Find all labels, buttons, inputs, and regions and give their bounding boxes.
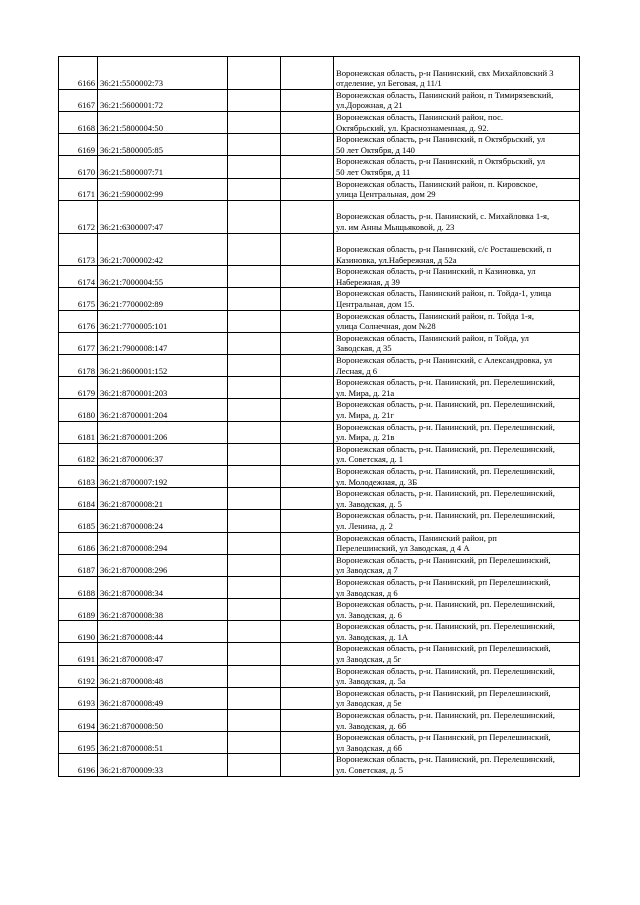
empty-cell xyxy=(228,200,281,233)
empty-cell xyxy=(281,399,334,421)
address-cell xyxy=(334,732,580,754)
cadastral-number: 36:21:8700008:296 xyxy=(98,554,228,576)
address-line: Центральная, дом 15. xyxy=(336,299,415,310)
address-line: Воронежская область, Панинский район, п. Кировское, xyxy=(336,178,538,189)
empty-cell xyxy=(281,488,334,510)
address-line: Воронежская область, р-н Панинский, с Александровка, ул xyxy=(336,355,553,366)
address-line: Воронежская область, р-н Панинский, рп Перелешинский, xyxy=(336,732,551,743)
address-line: Набережная, д 39 xyxy=(336,276,400,287)
address-line: ул. Молодежная, д. 3Б xyxy=(336,476,418,487)
table-row xyxy=(59,554,580,576)
table-row xyxy=(59,156,580,178)
table-row xyxy=(59,233,580,266)
empty-cell xyxy=(281,599,334,621)
empty-cell xyxy=(281,57,334,90)
cadastral-number: 36:21:8700001:206 xyxy=(98,421,228,443)
address-cell xyxy=(334,134,580,156)
address-line: Воронежская область, р-н. Панинский, рп. Перелешинский, xyxy=(336,621,555,632)
empty-cell xyxy=(228,488,281,510)
address-line: улица Центральная, дом 29 xyxy=(336,189,436,200)
address-cell xyxy=(334,288,580,310)
address-line: 50 лет Октября, д 11 xyxy=(336,166,411,177)
cadastral-number: 36:21:8700008:47 xyxy=(98,643,228,665)
empty-cell xyxy=(281,332,334,354)
cadastral-number: 36:21:6300007:47 xyxy=(98,200,228,233)
row-number: 6174 xyxy=(59,266,98,288)
cadastral-number: 36:21:8700008:49 xyxy=(98,687,228,709)
empty-cell xyxy=(281,754,334,776)
address-line: ул. Мира, д. 21а xyxy=(336,387,395,398)
address-cell xyxy=(334,643,580,665)
address-line: ул.Дорожная, д 21 xyxy=(336,100,403,111)
address-cell xyxy=(334,332,580,354)
table-row xyxy=(59,89,580,111)
address-line: Воронежская область, р-н Панинский, с/с Росташевский, п xyxy=(336,244,552,255)
address-cell xyxy=(334,599,580,621)
row-number: 6191 xyxy=(59,643,98,665)
empty-cell xyxy=(281,178,334,200)
address-line: ул. Мира, д. 21г xyxy=(336,410,394,420)
address-line: Воронежская область, р-н. Панинский, рп. Перелешинский, xyxy=(336,665,555,676)
row-number: 6188 xyxy=(59,576,98,598)
address-cell xyxy=(334,399,580,421)
row-number: 6167 xyxy=(59,89,98,111)
empty-cell xyxy=(228,310,281,332)
empty-cell xyxy=(281,377,334,399)
cadastral-number: 36:21:5600001:72 xyxy=(98,89,228,111)
address-line xyxy=(336,57,577,68)
address-line: Казиновка, ул.Набережная, д 52а xyxy=(336,254,457,265)
address-line: Перелешинский, ул Заводская, д 4 А xyxy=(336,543,470,554)
cadastral-number: 36:21:8700001:204 xyxy=(98,399,228,421)
empty-cell xyxy=(228,377,281,399)
empty-cell xyxy=(228,554,281,576)
address-line: ул. Советская, д. 5 xyxy=(336,765,404,775)
address-line: ул Заводская, д 5е xyxy=(336,698,402,709)
address-cell xyxy=(334,233,580,266)
row-number: 6179 xyxy=(59,377,98,399)
empty-cell xyxy=(228,687,281,709)
cadastral-number: 36:21:5800007:71 xyxy=(98,156,228,178)
address-line: 50 лет Октября, д 140 xyxy=(336,144,415,155)
address-line: Воронежская область, р-н Панинский, п Октябрьский, ул xyxy=(336,134,546,145)
empty-cell xyxy=(228,421,281,443)
address-line xyxy=(336,234,577,245)
empty-cell xyxy=(228,599,281,621)
empty-cell xyxy=(228,355,281,377)
row-number: 6190 xyxy=(59,621,98,643)
empty-cell xyxy=(228,266,281,288)
address-line: ул. Заводская, д. 6б xyxy=(336,720,407,731)
address-line: ул. Советская, д. 1 xyxy=(336,454,404,465)
cadastral-number: 36:21:7700005:101 xyxy=(98,310,228,332)
empty-cell xyxy=(281,532,334,554)
address-line: ул Заводская, д 6б xyxy=(336,742,403,753)
address-line: Воронежская область, р-н. Панинский, рп. Перелешинский, xyxy=(336,488,555,499)
table-row xyxy=(59,710,580,732)
cadastral-number: 36:21:8700008:51 xyxy=(98,732,228,754)
cadastral-number: 36:21:8700008:44 xyxy=(98,621,228,643)
address-cell xyxy=(334,443,580,465)
empty-cell xyxy=(228,288,281,310)
address-cell xyxy=(334,687,580,709)
empty-cell xyxy=(228,156,281,178)
table-row xyxy=(59,465,580,487)
row-number: 6171 xyxy=(59,178,98,200)
address-cell xyxy=(334,710,580,732)
row-number: 6182 xyxy=(59,443,98,465)
address-cell xyxy=(334,488,580,510)
address-line: Воронежская область, р-н Панинский, рп Перелешинский, xyxy=(336,576,551,587)
cadastral-number: 36:21:8700007:192 xyxy=(98,465,228,487)
address-line: Октябрьский, ул. Краснознаменная, д. 92. xyxy=(336,122,489,133)
empty-cell xyxy=(281,310,334,332)
address-cell xyxy=(334,554,580,576)
empty-cell xyxy=(281,621,334,643)
address-line: Воронежская область, р-н. Панинский, рп. Перелешинский, xyxy=(336,754,555,765)
address-line: Воронежская область, р-н Панинский, рп Перелешинский, xyxy=(336,554,551,565)
address-line: ул Заводская, д 7 xyxy=(336,565,398,576)
row-number: 6194 xyxy=(59,710,98,732)
empty-cell xyxy=(228,233,281,266)
empty-cell xyxy=(281,443,334,465)
address-line: Воронежская область, р-н. Панинский, рп. Перелешинский, xyxy=(336,599,555,610)
address-cell xyxy=(334,355,580,377)
address-cell xyxy=(334,576,580,598)
address-line: Воронежская область, Панинский район, рп xyxy=(336,532,497,543)
row-number: 6192 xyxy=(59,665,98,687)
cadastral-number: 36:21:8700009:33 xyxy=(98,754,228,776)
row-number: 6189 xyxy=(59,599,98,621)
empty-cell xyxy=(228,621,281,643)
row-number: 6168 xyxy=(59,111,98,133)
table-row xyxy=(59,178,580,200)
empty-cell xyxy=(228,665,281,687)
address-line: Воронежская область, р-н. Панинский, рп. Перелешинский, xyxy=(336,443,555,454)
table-row xyxy=(59,57,580,90)
address-line: Воронежская область, Панинский район, п Тимирязевский, xyxy=(336,89,554,100)
empty-cell xyxy=(281,710,334,732)
row-number: 6172 xyxy=(59,200,98,233)
empty-cell xyxy=(281,510,334,532)
cadastral-number: 36:21:7700002:89 xyxy=(98,288,228,310)
empty-cell xyxy=(281,576,334,598)
address-line: ул. Мира, д. 21в xyxy=(336,432,395,443)
empty-cell xyxy=(281,554,334,576)
row-number: 6177 xyxy=(59,332,98,354)
row-number: 6170 xyxy=(59,156,98,178)
address-line: Воронежская область, р-н. Панинский, рп. Перелешинский, xyxy=(336,421,555,432)
address-line: улица Солнечная, дом №28 xyxy=(336,321,436,332)
empty-cell xyxy=(281,89,334,111)
address-line: ул. Заводская, д. 1А xyxy=(336,631,409,642)
address-line: ул. им Анны Мыщьяковой, д. 23 xyxy=(336,221,455,232)
address-line: Воронежская область, р-н. Панинский, с. Михайловка 1-я, xyxy=(336,211,550,222)
empty-cell xyxy=(281,465,334,487)
empty-cell xyxy=(228,643,281,665)
row-number: 6176 xyxy=(59,310,98,332)
cadastral-number: 36:21:8700008:24 xyxy=(98,510,228,532)
address-line: Воронежская область, р-н Панинский, рп Перелешинский, xyxy=(336,643,551,654)
property-register-table xyxy=(58,56,580,777)
empty-cell xyxy=(228,134,281,156)
table-row xyxy=(59,621,580,643)
empty-cell xyxy=(281,266,334,288)
empty-cell xyxy=(228,510,281,532)
address-cell xyxy=(334,754,580,776)
address-cell xyxy=(334,156,580,178)
table-row xyxy=(59,200,580,233)
address-cell xyxy=(334,377,580,399)
empty-cell xyxy=(281,421,334,443)
address-line: ул. Заводская, д. 5 xyxy=(336,498,402,509)
table-row xyxy=(59,310,580,332)
empty-cell xyxy=(228,332,281,354)
address-cell xyxy=(334,665,580,687)
address-line: Воронежская область, Панинский район, п. Тойда 1-я, xyxy=(336,310,534,321)
address-line: Воронежская область, р-н Панинский, рп Перелешинский, xyxy=(336,687,551,698)
empty-cell xyxy=(228,57,281,90)
table-row xyxy=(59,421,580,443)
empty-cell xyxy=(228,111,281,133)
row-number: 6183 xyxy=(59,465,98,487)
cadastral-number: 36:21:5500002:73 xyxy=(98,57,228,90)
address-cell xyxy=(334,310,580,332)
address-line: Воронежская область, р-н. Панинский, рп. Перелешинский, xyxy=(336,510,555,521)
address-cell xyxy=(334,532,580,554)
row-number: 6193 xyxy=(59,687,98,709)
table-row xyxy=(59,134,580,156)
empty-cell xyxy=(228,399,281,421)
address-line: Заводская, д 35 xyxy=(336,343,392,354)
address-line: ул. Заводская, д. 5а xyxy=(336,676,406,687)
address-cell xyxy=(334,178,580,200)
table-row xyxy=(59,488,580,510)
address-cell xyxy=(334,89,580,111)
address-line: отделение, ул Беговая, д 11/1 xyxy=(336,78,442,89)
empty-cell xyxy=(281,111,334,133)
address-cell xyxy=(334,621,580,643)
empty-cell xyxy=(281,134,334,156)
address-cell xyxy=(334,200,580,233)
row-number: 6166 xyxy=(59,57,98,90)
row-number: 6196 xyxy=(59,754,98,776)
cadastral-number: 36:21:8700006:37 xyxy=(98,443,228,465)
table-row xyxy=(59,266,580,288)
address-line: ул Заводская, д 5г xyxy=(336,654,402,665)
address-line: ул. Заводская, д. 6 xyxy=(336,609,402,620)
row-number: 6186 xyxy=(59,532,98,554)
cadastral-number: 36:21:8700008:50 xyxy=(98,710,228,732)
table-row xyxy=(59,754,580,776)
table-row xyxy=(59,643,580,665)
address-line: Воронежская область, р-н. Панинский, рп. Перелешинский, xyxy=(336,710,555,721)
address-line: Воронежская область, Панинский район, пос. xyxy=(336,111,504,122)
row-number: 6169 xyxy=(59,134,98,156)
empty-cell xyxy=(281,643,334,665)
empty-cell xyxy=(228,89,281,111)
row-number: 6181 xyxy=(59,421,98,443)
cadastral-number: 36:21:8700001:203 xyxy=(98,377,228,399)
table-row xyxy=(59,665,580,687)
empty-cell xyxy=(281,200,334,233)
cadastral-number: 36:21:8700008:294 xyxy=(98,532,228,554)
table-row xyxy=(59,510,580,532)
address-cell xyxy=(334,111,580,133)
empty-cell xyxy=(228,576,281,598)
row-number: 6180 xyxy=(59,399,98,421)
table-row xyxy=(59,443,580,465)
table-row xyxy=(59,288,580,310)
address-line: Воронежская область, р-н. Панинский, рп. Перелешинский, xyxy=(336,465,555,476)
address-cell xyxy=(334,421,580,443)
address-cell xyxy=(334,510,580,532)
address-line: Воронежская область, Панинский район, п Тойда, ул xyxy=(336,332,529,343)
empty-cell xyxy=(228,465,281,487)
empty-cell xyxy=(281,665,334,687)
empty-cell xyxy=(228,178,281,200)
empty-cell xyxy=(228,732,281,754)
table-row xyxy=(59,377,580,399)
row-number: 6187 xyxy=(59,554,98,576)
address-line: Воронежская область, р-н. Панинский, рп. Перелешинский, xyxy=(336,399,555,410)
address-cell xyxy=(334,266,580,288)
empty-cell xyxy=(228,710,281,732)
empty-cell xyxy=(228,443,281,465)
address-line: Воронежская область, р-н. Панинский, рп. Перелешинский, xyxy=(336,377,555,388)
address-line: ул Заводская, д 6 xyxy=(336,587,398,598)
address-line: Воронежская область, р-н Панинский, п Казиновка, ул xyxy=(336,266,536,277)
empty-cell xyxy=(281,355,334,377)
empty-cell xyxy=(281,233,334,266)
table-row xyxy=(59,532,580,554)
address-line: Воронежская область, Панинский район, п. Тойда-1, улица xyxy=(336,288,552,299)
row-number: 6184 xyxy=(59,488,98,510)
table-row xyxy=(59,599,580,621)
cadastral-number: 36:21:8700008:48 xyxy=(98,665,228,687)
cadastral-number: 36:21:7900008:147 xyxy=(98,332,228,354)
empty-cell xyxy=(228,754,281,776)
address-line: Воронежская область, р-н Панинский, свх Михайловский 3 xyxy=(336,67,554,78)
cadastral-number: 36:21:8600001:152 xyxy=(98,355,228,377)
row-number: 6175 xyxy=(59,288,98,310)
table-row xyxy=(59,399,580,421)
address-cell xyxy=(334,465,580,487)
row-number: 6185 xyxy=(59,510,98,532)
row-number: 6173 xyxy=(59,233,98,266)
address-line: ул. Ленина, д. 2 xyxy=(336,520,393,531)
empty-cell xyxy=(281,156,334,178)
address-line: Лесная, д 6 xyxy=(336,365,378,376)
table-row xyxy=(59,576,580,598)
empty-cell xyxy=(228,532,281,554)
cadastral-number: 36:21:5800004:50 xyxy=(98,111,228,133)
address-line xyxy=(336,201,577,212)
table-row xyxy=(59,355,580,377)
empty-cell xyxy=(281,687,334,709)
table-row xyxy=(59,687,580,709)
row-number: 6195 xyxy=(59,732,98,754)
table-row xyxy=(59,332,580,354)
empty-cell xyxy=(281,288,334,310)
row-number: 6178 xyxy=(59,355,98,377)
address-line: Воронежская область, р-н Панинский, п Октябрьский, ул xyxy=(336,156,546,167)
cadastral-number: 36:21:8700008:38 xyxy=(98,599,228,621)
cadastral-number: 36:21:7000004:55 xyxy=(98,266,228,288)
cadastral-number: 36:21:8700008:21 xyxy=(98,488,228,510)
empty-cell xyxy=(281,732,334,754)
cadastral-number: 36:21:5900002:99 xyxy=(98,178,228,200)
cadastral-number: 36:21:8700008:34 xyxy=(98,576,228,598)
table-row xyxy=(59,111,580,133)
cadastral-number: 36:21:7000002:42 xyxy=(98,233,228,266)
register-table-body xyxy=(59,57,580,777)
table-row xyxy=(59,732,580,754)
address-cell xyxy=(334,57,580,90)
cadastral-number: 36:21:5800005:85 xyxy=(98,134,228,156)
